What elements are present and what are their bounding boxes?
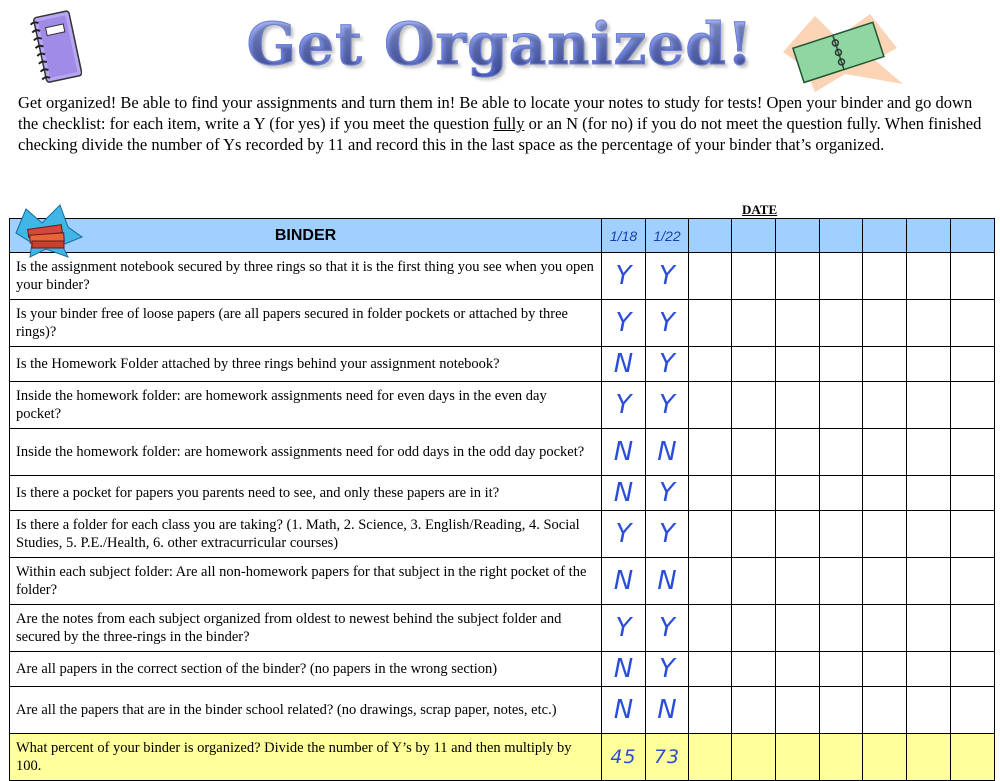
empty-cell[interactable] (689, 347, 732, 382)
empty-cell[interactable] (732, 253, 776, 300)
empty-cell[interactable] (907, 652, 951, 687)
empty-cell[interactable] (689, 300, 732, 347)
table-row (10, 652, 995, 687)
date-col-3[interactable] (689, 219, 732, 253)
empty-cell[interactable] (907, 476, 951, 511)
empty-cell[interactable] (776, 511, 820, 558)
answer-cell[interactable]: Y (646, 382, 689, 429)
date-col-9[interactable] (951, 219, 995, 253)
empty-cell[interactable] (689, 652, 732, 687)
empty-cell[interactable] (776, 687, 820, 734)
empty-cell[interactable] (863, 605, 907, 652)
empty-cell[interactable] (820, 476, 863, 511)
summary-row (10, 734, 995, 781)
empty-cell[interactable] (820, 652, 863, 687)
empty-cell[interactable] (820, 511, 863, 558)
empty-cell[interactable] (776, 382, 820, 429)
empty-cell[interactable] (820, 605, 863, 652)
date-col-7[interactable] (863, 219, 907, 253)
answer-cell[interactable]: N (646, 429, 689, 476)
empty-cell[interactable] (820, 300, 863, 347)
date-col-5[interactable] (776, 219, 820, 253)
empty-cell[interactable] (863, 687, 907, 734)
answer-cell[interactable]: Y (646, 476, 689, 511)
empty-cell[interactable] (689, 687, 732, 734)
empty-cell[interactable] (907, 347, 951, 382)
table-row (10, 347, 995, 382)
header-row (10, 219, 995, 253)
empty-cell[interactable] (689, 511, 732, 558)
percent-cell[interactable]: 73 (646, 734, 689, 781)
empty-cell[interactable] (951, 605, 995, 652)
empty-cell[interactable] (907, 558, 951, 605)
table-row (10, 605, 995, 652)
table-row (10, 382, 995, 429)
table-row (10, 511, 995, 558)
page-title: Get Organized! (0, 10, 1000, 78)
answer-cell[interactable]: N (602, 429, 646, 476)
empty-cell[interactable] (863, 429, 907, 476)
empty-cell[interactable] (820, 687, 863, 734)
answer-cell[interactable]: N (602, 476, 646, 511)
empty-cell[interactable] (863, 558, 907, 605)
empty-cell[interactable] (776, 476, 820, 511)
empty-cell[interactable] (820, 253, 863, 300)
empty-cell[interactable] (776, 347, 820, 382)
empty-cell[interactable] (951, 300, 995, 347)
empty-cell[interactable] (820, 382, 863, 429)
answer-cell[interactable]: N (602, 347, 646, 382)
date-col-1[interactable]: 1/18 (602, 219, 646, 253)
answer-cell[interactable]: N (602, 687, 646, 734)
empty-cell[interactable] (907, 605, 951, 652)
answer-cell[interactable]: Y (602, 382, 646, 429)
binder-checklist-table (9, 218, 995, 781)
empty-cell[interactable] (689, 476, 732, 511)
empty-cell[interactable] (732, 558, 776, 605)
date-col-4[interactable] (732, 219, 776, 253)
empty-cell[interactable] (689, 734, 732, 781)
empty-cell[interactable] (689, 558, 732, 605)
empty-cell[interactable] (776, 605, 820, 652)
table-row (10, 429, 995, 476)
empty-cell[interactable] (951, 734, 995, 781)
answer-cell[interactable]: Y (646, 300, 689, 347)
empty-cell[interactable] (863, 382, 907, 429)
answer-cell[interactable]: Y (602, 300, 646, 347)
empty-cell[interactable] (732, 605, 776, 652)
empty-cell[interactable] (732, 429, 776, 476)
question-cell: Are the notes from each subject organized from oldest to newest behind the subject folder and secured by the three-rings in the binder? (10, 605, 602, 652)
empty-cell[interactable] (907, 429, 951, 476)
answer-cell[interactable]: N (646, 687, 689, 734)
answer-cell[interactable]: Y (646, 605, 689, 652)
empty-cell[interactable] (776, 652, 820, 687)
empty-cell[interactable] (951, 429, 995, 476)
answer-cell[interactable]: N (602, 652, 646, 687)
empty-cell[interactable] (863, 734, 907, 781)
empty-cell[interactable] (951, 347, 995, 382)
empty-cell[interactable] (907, 734, 951, 781)
answer-cell[interactable]: Y (602, 511, 646, 558)
empty-cell[interactable] (951, 253, 995, 300)
empty-cell[interactable] (951, 652, 995, 687)
empty-cell[interactable] (907, 687, 951, 734)
table-row (10, 300, 995, 347)
empty-cell[interactable] (776, 300, 820, 347)
empty-cell[interactable] (776, 253, 820, 300)
question-cell: Inside the homework folder: are homework assignments need for odd days in the odd day pocket? (10, 429, 602, 476)
empty-cell[interactable] (907, 511, 951, 558)
empty-cell[interactable] (732, 476, 776, 511)
empty-cell[interactable] (689, 382, 732, 429)
answer-cell[interactable]: Y (646, 511, 689, 558)
empty-cell[interactable] (820, 558, 863, 605)
empty-cell[interactable] (951, 476, 995, 511)
empty-cell[interactable] (863, 652, 907, 687)
empty-cell[interactable] (732, 347, 776, 382)
question-cell: Is the assignment notebook secured by three rings so that it is the first thing you see when you open your binder? (10, 253, 602, 300)
empty-cell[interactable] (951, 511, 995, 558)
empty-cell[interactable] (732, 300, 776, 347)
empty-cell[interactable] (951, 558, 995, 605)
answer-cell[interactable]: N (646, 558, 689, 605)
empty-cell[interactable] (863, 476, 907, 511)
empty-cell[interactable] (820, 734, 863, 781)
answer-cell[interactable]: Y (646, 347, 689, 382)
question-cell: Is there a folder for each class you are taking? (1. Math, 2. Science, 3. English/Reading, 4. Social Studies, 5. P.E./Health, 6. other extracurricular courses) (10, 511, 602, 558)
question-cell: Is the Homework Folder attached by three rings behind your assignment notebook? (10, 347, 602, 382)
empty-cell[interactable] (907, 253, 951, 300)
empty-cell[interactable] (863, 300, 907, 347)
question-cell: Is your binder free of loose papers (are all papers secured in folder pockets or attached by three rings)? (10, 300, 602, 347)
table-row (10, 476, 995, 511)
date-col-6[interactable] (820, 219, 863, 253)
summary-question-cell: What percent of your binder is organized? Divide the number of Y’s by 11 and then multiply by 100. (10, 734, 602, 781)
percent-cell[interactable]: 45 (602, 734, 646, 781)
empty-cell[interactable] (732, 511, 776, 558)
question-cell: Within each subject folder: Are all non-homework papers for that subject in the right pocket of the folder? (10, 558, 602, 605)
table-row (10, 687, 995, 734)
empty-cell[interactable] (907, 382, 951, 429)
table-row (10, 253, 995, 300)
empty-cell[interactable] (951, 687, 995, 734)
answer-cell[interactable]: Y (646, 652, 689, 687)
empty-cell[interactable] (820, 429, 863, 476)
empty-cell[interactable] (863, 511, 907, 558)
empty-cell[interactable] (776, 734, 820, 781)
empty-cell[interactable] (689, 429, 732, 476)
books-icon (12, 203, 84, 259)
date-col-2[interactable]: 1/22 (646, 219, 689, 253)
question-cell: Are all the papers that are in the binder school related? (no drawings, scrap paper, notes, etc.) (10, 687, 602, 734)
answer-cell[interactable]: Y (602, 605, 646, 652)
empty-cell[interactable] (689, 605, 732, 652)
empty-cell[interactable] (732, 382, 776, 429)
answer-cell[interactable]: N (602, 558, 646, 605)
empty-cell[interactable] (732, 734, 776, 781)
empty-cell[interactable] (689, 253, 732, 300)
date-col-8[interactable] (907, 219, 951, 253)
question-cell: Is there a pocket for papers you parents need to see, and only these papers are in it? (10, 476, 602, 511)
date-label: DATE (742, 202, 778, 217)
empty-cell[interactable] (732, 652, 776, 687)
empty-cell[interactable] (863, 253, 907, 300)
empty-cell[interactable] (863, 347, 907, 382)
binder-header: BINDER (10, 219, 602, 253)
empty-cell[interactable] (776, 558, 820, 605)
empty-cell[interactable] (951, 382, 995, 429)
empty-cell[interactable] (907, 300, 951, 347)
question-cell: Are all papers in the correct section of the binder? (no papers in the wrong section) (10, 652, 602, 687)
empty-cell[interactable] (820, 347, 863, 382)
answer-cell[interactable]: Y (602, 253, 646, 300)
answer-cell[interactable]: Y (646, 253, 689, 300)
table-row (10, 558, 995, 605)
empty-cell[interactable] (732, 687, 776, 734)
instructions-paragraph: Get organized! Be able to find your assignments and turn them in! Be able to locate your notes to study for tests! Open your binder and go down the checklist: for each item, write a Y (for yes) if you meet the question fully or an N (for no) if you do not meet the question fully. When finished checking divide the number of Ys recorded by 11 and record this in the last space as the percentage of your binder that’s organized. (18, 93, 982, 154)
question-cell: Inside the homework folder: are homework assignments need for even days in the even day pocket? (10, 382, 602, 429)
empty-cell[interactable] (776, 429, 820, 476)
